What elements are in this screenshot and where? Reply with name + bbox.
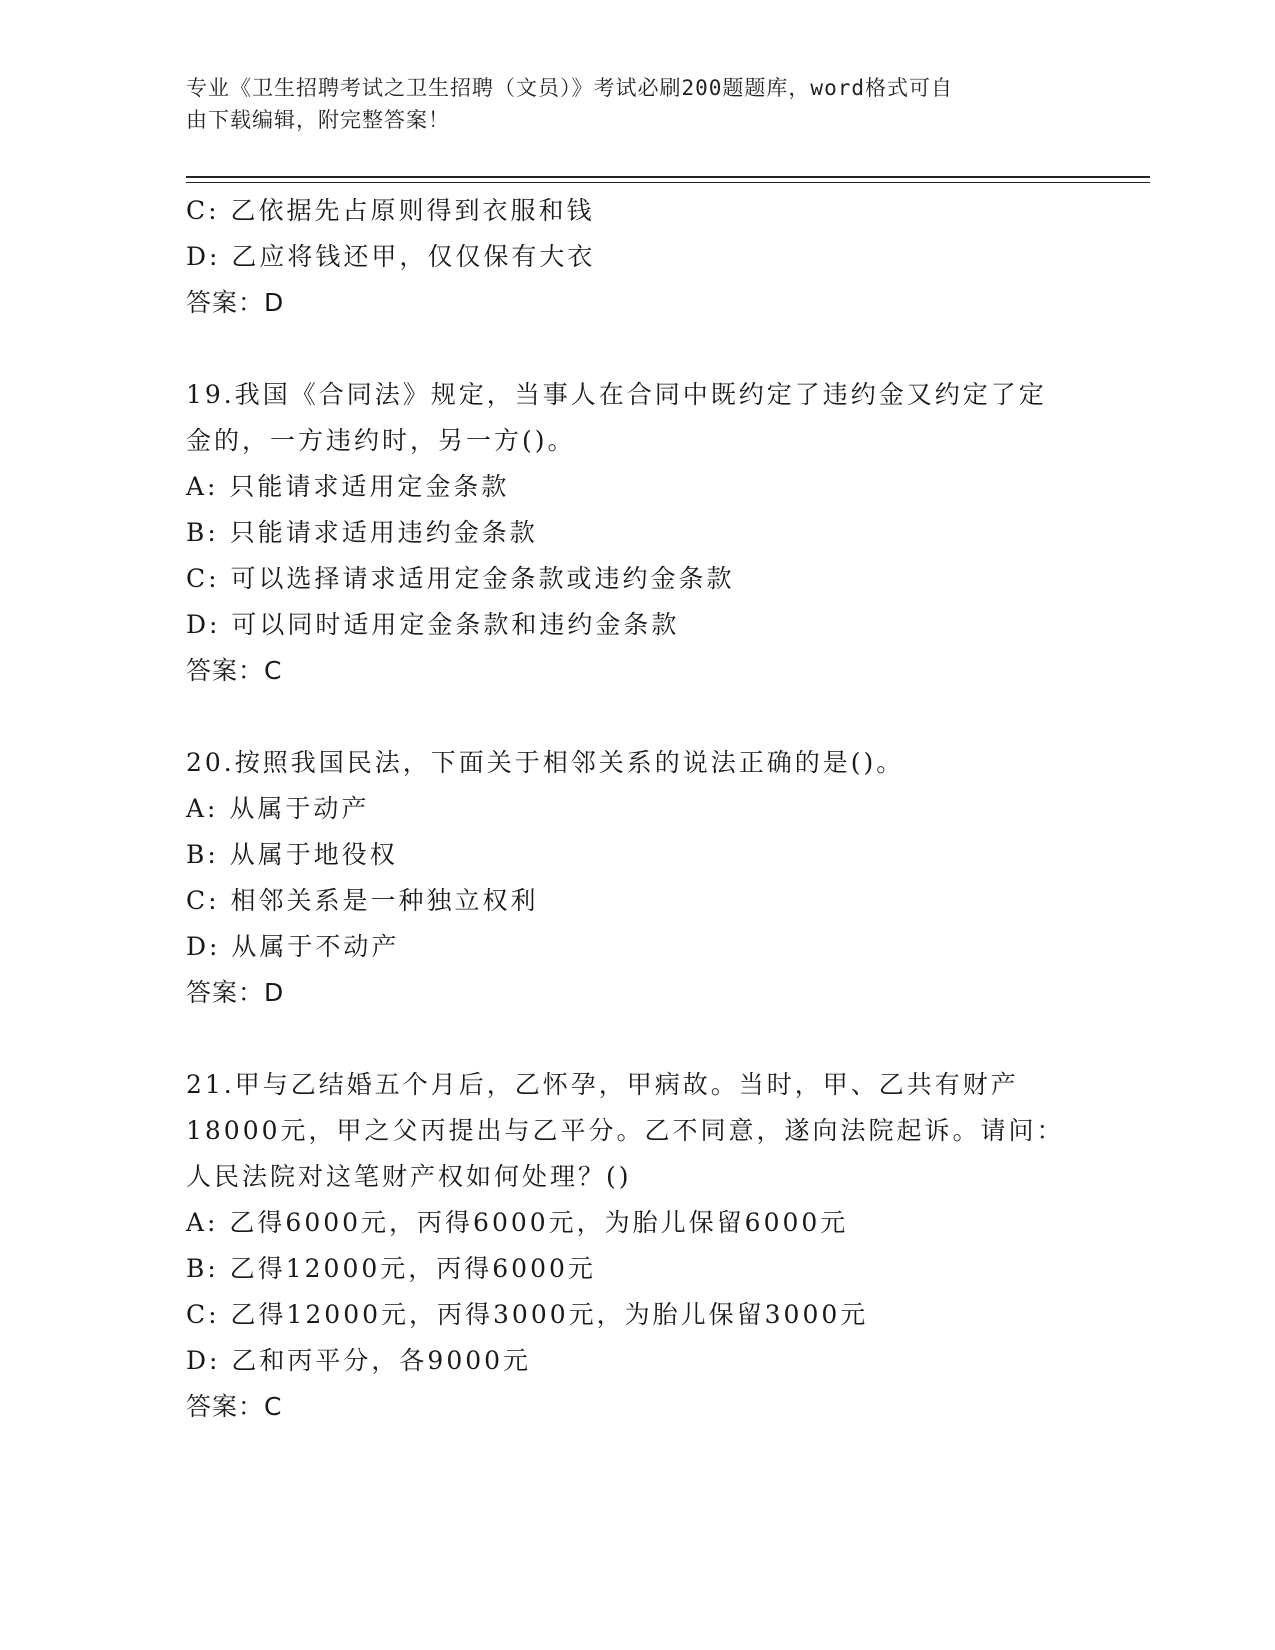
question-19	[186, 372, 1086, 694]
question-stem-line: 18000元，甲之父丙提出与乙平分。乙不同意，遂向法院起诉。请问：	[186, 1116, 1065, 1145]
option-c: C: 乙得12000元，丙得3000元，为胎儿保留3000元	[186, 1300, 869, 1329]
question-stem-line: 19.我国《合同法》规定，当事人在合同中既约定了违约金又约定了定	[186, 380, 1047, 409]
answer-line: 答案：C	[186, 1392, 283, 1421]
option-b: B: 只能请求适用违约金条款	[186, 518, 538, 547]
header-rule-thick	[186, 176, 1150, 178]
question-stem-line: 金的，一方违约时，另一方()。	[186, 426, 576, 455]
answer-line: 答案：D	[186, 978, 285, 1007]
option-b: B: 乙得12000元，丙得6000元	[186, 1254, 596, 1283]
answer-line: 答案：D	[186, 288, 285, 317]
option-a: A: 乙得6000元，丙得6000元，为胎儿保留6000元	[186, 1208, 849, 1237]
option-d: D: 乙和丙平分，各9000元	[186, 1346, 532, 1375]
spacer	[186, 326, 1086, 372]
spacer	[186, 694, 1086, 740]
header-rule-thin	[186, 182, 1150, 183]
option-c: C: 乙依据先占原则得到衣服和钱	[186, 196, 595, 225]
question-20	[186, 740, 1086, 1016]
carryover-question	[186, 188, 1086, 326]
spacer	[186, 1016, 1086, 1062]
option-a: A: 从属于动产	[186, 794, 370, 823]
header-line-2: 由下载编辑，附完整答案！	[186, 108, 450, 132]
option-a: A: 只能请求适用定金条款	[186, 472, 510, 501]
question-stem-line: 21.甲与乙结婚五个月后，乙怀孕，甲病故。当时，甲、乙共有财产	[186, 1070, 1019, 1099]
option-d: D: 从属于不动产	[186, 932, 400, 961]
option-d: D: 可以同时适用定金条款和违约金条款	[186, 610, 680, 639]
question-stem-line: 人民法院对这笔财产权如何处理？()	[186, 1162, 632, 1191]
question-content	[186, 188, 1086, 1430]
question-21	[186, 1062, 1086, 1430]
option-c: C: 可以选择请求适用定金条款或违约金条款	[186, 564, 735, 593]
question-stem-line: 20.按照我国民法，下面关于相邻关系的说法正确的是()。	[186, 748, 905, 777]
page-header	[186, 72, 1086, 136]
answer-line: 答案：C	[186, 656, 283, 685]
option-b: B: 从属于地役权	[186, 840, 398, 869]
header-line-1: 专业《卫生招聘考试之卫生招聘（文员）》考试必刷200题题库，word格式可自	[186, 76, 953, 100]
option-c: C: 相邻关系是一种独立权利	[186, 886, 539, 915]
option-d: D: 乙应将钱还甲，仅仅保有大衣	[186, 242, 596, 271]
